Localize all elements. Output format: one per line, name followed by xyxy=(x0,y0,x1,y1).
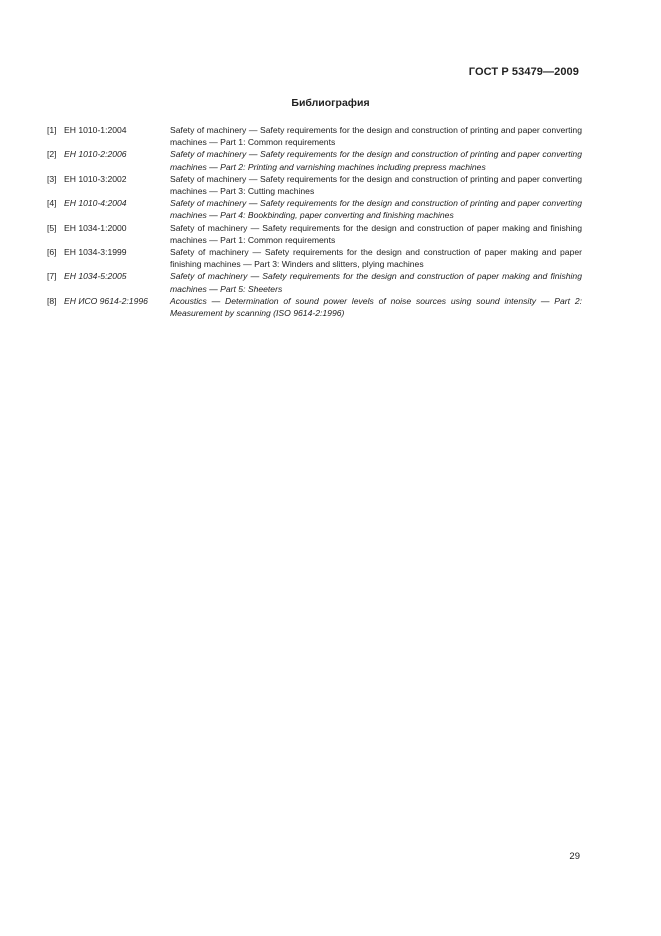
bibliography-entry-3 xyxy=(47,173,582,197)
bibliography-entry-8 xyxy=(47,295,582,319)
entry-description: Safety of machinery — Safety requirements for the design and construction of printing and paper converting machines — Part 2: Printing and varnishing machines including prepress machines xyxy=(170,149,582,172)
entry-reference: ЕН 1010-4:2004 xyxy=(64,198,127,209)
entry-description: Safety of machinery — Safety requirements for the design and construction of paper making and finishing machines — Part 5: Sheeters xyxy=(170,271,582,294)
entry-number: [5] xyxy=(47,222,57,233)
entry-number: [7] xyxy=(47,271,57,282)
entry-description: Acoustics — Determination of sound power levels of noise sources using sound intensity — Part 2: Measurement by scanning (ISO 9614-2:1996) xyxy=(170,295,582,319)
bibliography-entry-5 xyxy=(47,222,582,246)
entry-description: Safety of machinery — Safety requirements for the design and construction of printing and paper converting machines — Part 4: Bookbinding, paper converting and finishing machines xyxy=(170,198,582,221)
entry-description: Safety of machinery — Safety requirements for the design and construction of printing and paper converting machines — Part 3: Cutting machines xyxy=(170,173,582,197)
entry-reference: ЕН 1010-1:2004 xyxy=(64,125,127,135)
bibliography-entry-4 xyxy=(47,197,582,221)
entry-number: [8] xyxy=(47,295,57,306)
entry-reference: ЕН 1010-2:2006 xyxy=(64,149,127,160)
entry-number: [4] xyxy=(47,198,57,209)
entry-number: [1] xyxy=(47,125,57,135)
entry-reference: ЕН 1010-3:2002 xyxy=(64,173,127,184)
bibliography-list xyxy=(47,124,582,319)
entry-description: Safety of machinery — Safety requirements for the design and construction of paper making and finishing machines — Part 1: Common requirements xyxy=(170,222,582,245)
entry-number: [6] xyxy=(47,247,57,258)
entry-reference: ЕН ИСО 9614-2:1996 xyxy=(64,295,148,306)
entry-description: Safety of machinery — Safety requirements for the design and construction of paper making and paper finishing machines — Part 3: Winders and slitters, plying machines xyxy=(170,247,582,270)
bibliography-title: Библиография xyxy=(291,97,370,109)
bibliography-entry-2 xyxy=(47,148,582,172)
page-number: 29 xyxy=(569,851,580,862)
entry-description: Safety of machinery — Safety requirements for the design and construction of printing and paper converting machines — Part 1: Common requirements xyxy=(170,125,582,148)
bibliography-entry-7 xyxy=(47,270,582,294)
entry-reference: ЕН 1034-1:2000 xyxy=(64,222,127,233)
bibliography-entry-6 xyxy=(47,246,582,270)
entry-reference: ЕН 1034-5:2005 xyxy=(64,271,127,282)
entry-reference: ЕН 1034-3:1999 xyxy=(64,247,127,258)
bibliography-entry-1 xyxy=(47,124,582,148)
entry-number: [3] xyxy=(47,173,57,184)
document-code-header: ГОСТ Р 53479—2009 xyxy=(468,66,579,78)
entry-number: [2] xyxy=(47,149,57,160)
